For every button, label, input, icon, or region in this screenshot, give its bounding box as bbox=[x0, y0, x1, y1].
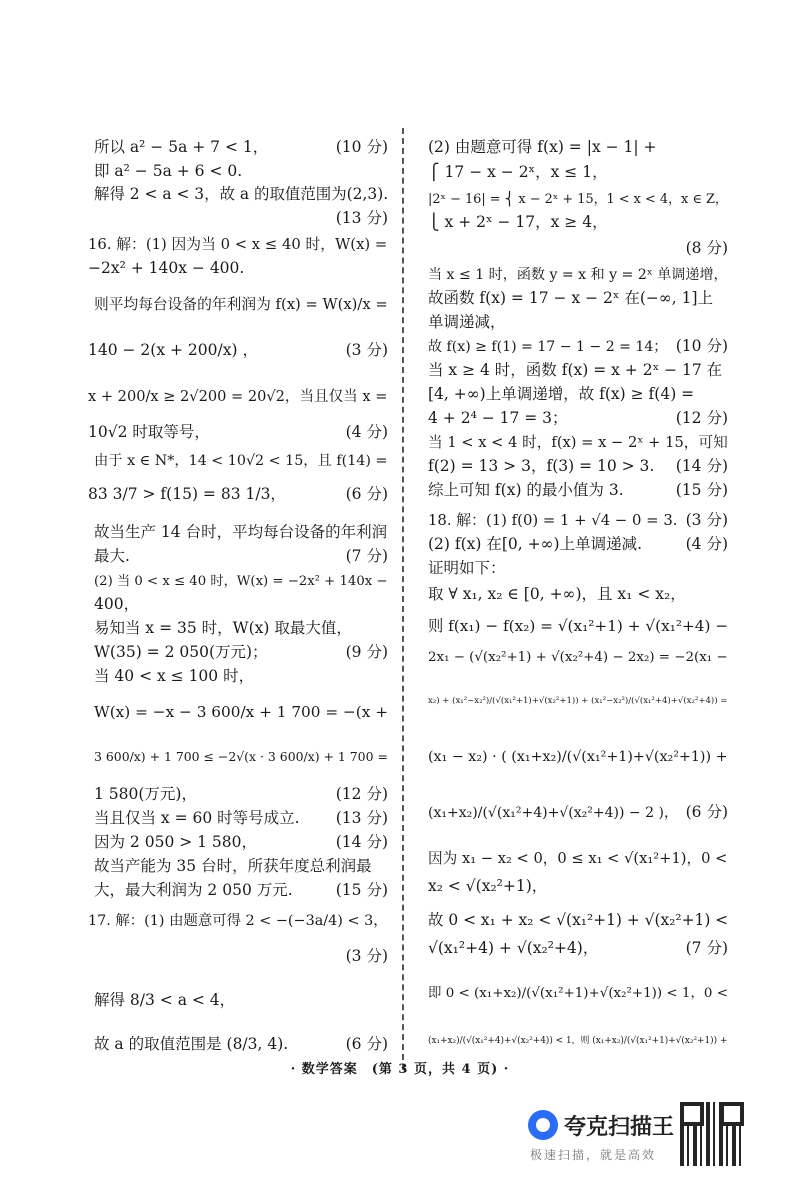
solution-text: 由于 x ∈ N*，14 < 10√2 < 15，且 f(14) = bbox=[94, 453, 388, 469]
score-mark: (13 分) bbox=[335, 809, 388, 827]
solution-text: 17. 解：(1) 由题意可得 2 < −(−3a/4) < 3， bbox=[88, 913, 388, 929]
solution-text: 即 a² − 5a + 6 < 0. bbox=[94, 162, 243, 180]
score-mark: (9 分) bbox=[345, 643, 388, 661]
solution-text: 1 580(万元)， bbox=[94, 785, 197, 803]
solution-text: 10√2 时取等号， bbox=[88, 423, 210, 441]
solution-text: 因为 2 050 > 1 580， bbox=[94, 833, 258, 851]
solution-text: 最大. bbox=[94, 547, 130, 565]
right-solution-line bbox=[428, 236, 728, 260]
left-solution-line bbox=[94, 782, 388, 806]
solution-text: W(x) = −x − 3 600/x + 1 700 = −(x + bbox=[94, 703, 389, 721]
solution-text: (2) f(x) 在[0, +∞)上单调递减. bbox=[428, 535, 643, 553]
solution-text: 因为 x₁ − x₂ < 0，0 ≤ x₁ < √(x₁²+1)，0 < bbox=[428, 850, 728, 867]
solution-text: 当 x ≥ 4 时，函数 f(x) = x + 2ˣ − 17 在 bbox=[428, 361, 723, 379]
solution-text: 故当产能为 35 台时，所获年度总利润最 bbox=[94, 857, 372, 875]
left-solution-line bbox=[88, 908, 388, 933]
score-mark: (13 分) bbox=[335, 209, 388, 227]
solution-text: 即 0 < (x₁+x₂)/(√(x₁²+1)+√(x₂²+1)) < 1，0 < bbox=[428, 986, 728, 1001]
left-solution-line bbox=[94, 159, 388, 183]
left-solution-line bbox=[94, 616, 388, 640]
right-solution-line bbox=[428, 286, 728, 310]
right-solution-line bbox=[428, 936, 728, 960]
solution-text: 易知当 x = 35 时，W(x) 取最大值， bbox=[94, 619, 352, 637]
solution-text: 解得 8/3 < a < 4， bbox=[94, 991, 236, 1009]
solution-text: 当 x ≤ 1 时，函数 y = x 和 y = 2ˣ 单调递增， bbox=[428, 267, 728, 283]
solution-text: x₂) + (x₁²−x₂²)/(√(x₁²+1)+√(x₂²+1)) + (x₁²−x₂²)/(√(x₁²+4)+√(x₂²+4)) = bbox=[428, 696, 728, 706]
solution-text: 故当生产 14 台时，平均每台设备的年利润 bbox=[94, 523, 388, 541]
score-mark: (4 分) bbox=[685, 535, 728, 553]
right-solution-line bbox=[428, 262, 728, 287]
right-solution-line bbox=[428, 334, 728, 359]
solution-text: 取 ∀ x₁, x₂ ∈ [0, +∞)，且 x₁ < x₂， bbox=[428, 585, 686, 603]
score-mark: (7 分) bbox=[685, 939, 728, 957]
left-solution-line bbox=[94, 854, 388, 878]
solution-text: 大，最大利润为 2 050 万元. bbox=[94, 881, 293, 899]
solution-text: 故 a 的取值范围是 (8/3, 4). bbox=[94, 1035, 289, 1053]
right-solution-line bbox=[428, 430, 728, 455]
solution-text: 单调递减， bbox=[428, 313, 506, 331]
score-mark: (4 分) bbox=[345, 423, 388, 441]
left-solution-line bbox=[94, 700, 388, 724]
solution-text: −2x² + 140x − 400. bbox=[88, 259, 245, 277]
solution-text: |2ˣ − 16| = ⎨ x − 2ˣ + 15，1 < x < 4，x ∈ Z， bbox=[428, 192, 728, 207]
watermark-title: 夸克扫描王 bbox=[564, 1114, 675, 1139]
right-solution-line bbox=[428, 358, 728, 382]
left-solution-line bbox=[94, 640, 388, 664]
page-footer: · 数学答案 (第 3 页，共 4 页) · bbox=[290, 1062, 510, 1077]
left-solution-line bbox=[88, 256, 388, 280]
score-mark: (8 分) bbox=[685, 239, 728, 257]
left-solution-line bbox=[94, 206, 388, 230]
score-mark: (3 分) bbox=[685, 511, 728, 529]
right-solution-line bbox=[428, 508, 728, 533]
right-solution-line bbox=[428, 874, 728, 898]
left-solution-line bbox=[94, 664, 388, 688]
score-mark: (14 分) bbox=[675, 457, 728, 475]
right-solution-line bbox=[428, 846, 728, 871]
right-solution-line bbox=[428, 478, 728, 502]
right-solution-line bbox=[428, 382, 728, 406]
right-solution-line bbox=[428, 186, 728, 212]
right-solution-line bbox=[428, 582, 728, 606]
solution-text: 综上可知 f(x) 的最小值为 3. bbox=[428, 481, 624, 499]
left-solution-line bbox=[94, 544, 388, 568]
solution-text: 故 0 < x₁ + x₂ < √(x₁²+1) + √(x₂²+1) < bbox=[428, 911, 729, 929]
solution-text: 400， bbox=[94, 595, 140, 613]
solution-text: 解得 2 < a < 3，故 a 的取值范围为(2,3). bbox=[94, 185, 389, 203]
right-solution-line bbox=[428, 686, 728, 713]
solution-text: 故函数 f(x) = 17 − x − 2ˣ 在(−∞, 1]上 bbox=[428, 289, 714, 307]
left-solution-line bbox=[94, 878, 388, 902]
solution-text: 故 f(x) ≥ f(1) = 17 − 1 − 2 = 14； bbox=[428, 339, 668, 355]
right-solution-line bbox=[428, 454, 728, 478]
solution-text: (2) 当 0 < x ≤ 40 时，W(x) = −2x² + 140x − bbox=[94, 574, 388, 589]
solution-text: 当 1 < x < 4 时，f(x) = x − 2ˣ + 15，可知 bbox=[428, 434, 728, 451]
solution-text: W(35) = 2 050(万元)； bbox=[94, 643, 268, 661]
solution-text: 16. 解：(1) 因为当 0 < x ≤ 40 时，W(x) = bbox=[88, 236, 388, 253]
score-mark: (6 分) bbox=[345, 1035, 388, 1053]
right-solution-line bbox=[428, 644, 728, 670]
score-mark: (15 分) bbox=[675, 481, 728, 499]
left-solution-line bbox=[94, 830, 388, 854]
solution-text: 2x₁ − (√(x₂²+1) + √(x₂²+4) − 2x₂) = −2(x₁ − bbox=[428, 650, 728, 665]
left-solution-line bbox=[88, 482, 388, 506]
left-solution-line bbox=[88, 384, 388, 409]
left-solution-line bbox=[94, 448, 388, 473]
left-solution-line bbox=[94, 568, 388, 594]
solution-text: x + 200/x ≥ 2√200 = 20√2，当且仅当 x = bbox=[88, 388, 388, 405]
solution-text: 当且仅当 x = 60 时等号成立. bbox=[94, 809, 300, 827]
score-mark: (6 分) bbox=[685, 803, 728, 821]
right-solution-line bbox=[428, 310, 728, 334]
score-mark: (3 分) bbox=[345, 341, 388, 359]
right-solution-line bbox=[428, 1026, 728, 1053]
left-solution-line bbox=[94, 744, 388, 769]
solution-text: 83 3/7 > f(15) = 83 1/3， bbox=[88, 485, 286, 503]
right-solution-line bbox=[428, 532, 728, 556]
score-mark: (15 分) bbox=[335, 881, 388, 899]
qr-code-icon bbox=[680, 1102, 744, 1166]
solution-text: (x₁ − x₂) · ( (x₁+x₂)/(√(x₁²+1)+√(x₂²+1)) + bbox=[428, 749, 728, 765]
solution-text: ⎧ 17 − x − 2ˣ，x ≤ 1， bbox=[428, 163, 608, 181]
score-mark: (7 分) bbox=[345, 547, 388, 565]
solution-text: ⎩ x + 2ˣ − 17，x ≥ 4， bbox=[428, 213, 608, 231]
solution-text: 当 40 < x ≤ 100 时， bbox=[94, 667, 255, 685]
score-mark: (12 分) bbox=[335, 785, 388, 803]
right-solution-line bbox=[428, 980, 728, 1006]
score-mark: (3 分) bbox=[345, 947, 388, 965]
solution-text: 140 − 2(x + 200/x) ， bbox=[88, 341, 258, 359]
solution-text: 3 600/x) + 1 700 ≤ −2√(x · 3 600/x) + 1 700 = bbox=[94, 749, 388, 764]
left-solution-line bbox=[94, 988, 388, 1012]
solution-text: 则平均每台设备的年利润为 f(x) = W(x)/x = bbox=[94, 296, 388, 313]
scanner-watermark bbox=[528, 1098, 778, 1170]
solution-text: [4, +∞)上单调递增，故 f(x) ≥ f(4) = bbox=[428, 385, 695, 403]
solution-text: (2) 由题意可得 f(x) = |x − 1| + bbox=[428, 138, 657, 156]
right-solution-line bbox=[428, 614, 728, 638]
right-solution-line bbox=[428, 160, 728, 184]
solution-text: f(2) = 13 > 3，f(3) = 10 > 3. bbox=[428, 457, 655, 475]
score-mark: (12 分) bbox=[675, 409, 728, 427]
solution-text: 所以 a² − 5a + 7 < 1， bbox=[94, 138, 269, 156]
solution-text: (x₁+x₂)/(√(x₁²+4)+√(x₂²+4)) < 1，则 (x₁+x₂)/(√(x₁²+1)+√(x₂²+1)) + bbox=[428, 1036, 728, 1046]
right-solution-line bbox=[428, 406, 728, 430]
left-solution-line bbox=[94, 135, 388, 159]
left-solution-line bbox=[88, 420, 388, 444]
left-solution-line bbox=[94, 182, 388, 206]
score-mark: (14 分) bbox=[335, 833, 388, 851]
scanner-logo-icon bbox=[528, 1110, 558, 1140]
left-solution-line bbox=[88, 338, 388, 362]
solution-text: √(x₁²+4) + √(x₂²+4)， bbox=[428, 939, 599, 957]
column-divider bbox=[402, 128, 404, 1070]
solution-text: 18. 解：(1) f(0) = 1 + √4 − 0 = 3. bbox=[428, 512, 678, 529]
left-solution-line bbox=[88, 232, 388, 257]
watermark-subtitle: 极速扫描，就是高效 bbox=[530, 1148, 657, 1162]
solution-text: x₂ < √(x₂²+1)， bbox=[428, 877, 548, 895]
score-mark: (6 分) bbox=[345, 485, 388, 503]
left-solution-line bbox=[94, 292, 388, 317]
left-solution-line bbox=[94, 592, 388, 616]
right-solution-line bbox=[428, 800, 728, 825]
right-solution-line bbox=[428, 135, 728, 159]
right-solution-line bbox=[428, 556, 728, 580]
right-solution-line bbox=[428, 744, 728, 769]
solution-text: 证明如下： bbox=[428, 559, 506, 577]
left-solution-line bbox=[94, 806, 388, 830]
score-mark: (10 分) bbox=[675, 337, 728, 355]
score-mark: (10 分) bbox=[335, 138, 388, 156]
solution-text: 4 + 2⁴ − 17 = 3； bbox=[428, 409, 568, 427]
left-solution-line bbox=[94, 520, 388, 544]
left-solution-line bbox=[94, 1032, 388, 1056]
right-solution-line bbox=[428, 908, 728, 932]
solution-text: 则 f(x₁) − f(x₂) = √(x₁²+1) + √(x₁²+4) − bbox=[428, 617, 729, 635]
right-solution-line bbox=[428, 210, 728, 234]
left-solution-line bbox=[88, 944, 388, 968]
solution-text: (x₁+x₂)/(√(x₁²+4)+√(x₂²+4)) − 2 )， bbox=[428, 805, 678, 821]
